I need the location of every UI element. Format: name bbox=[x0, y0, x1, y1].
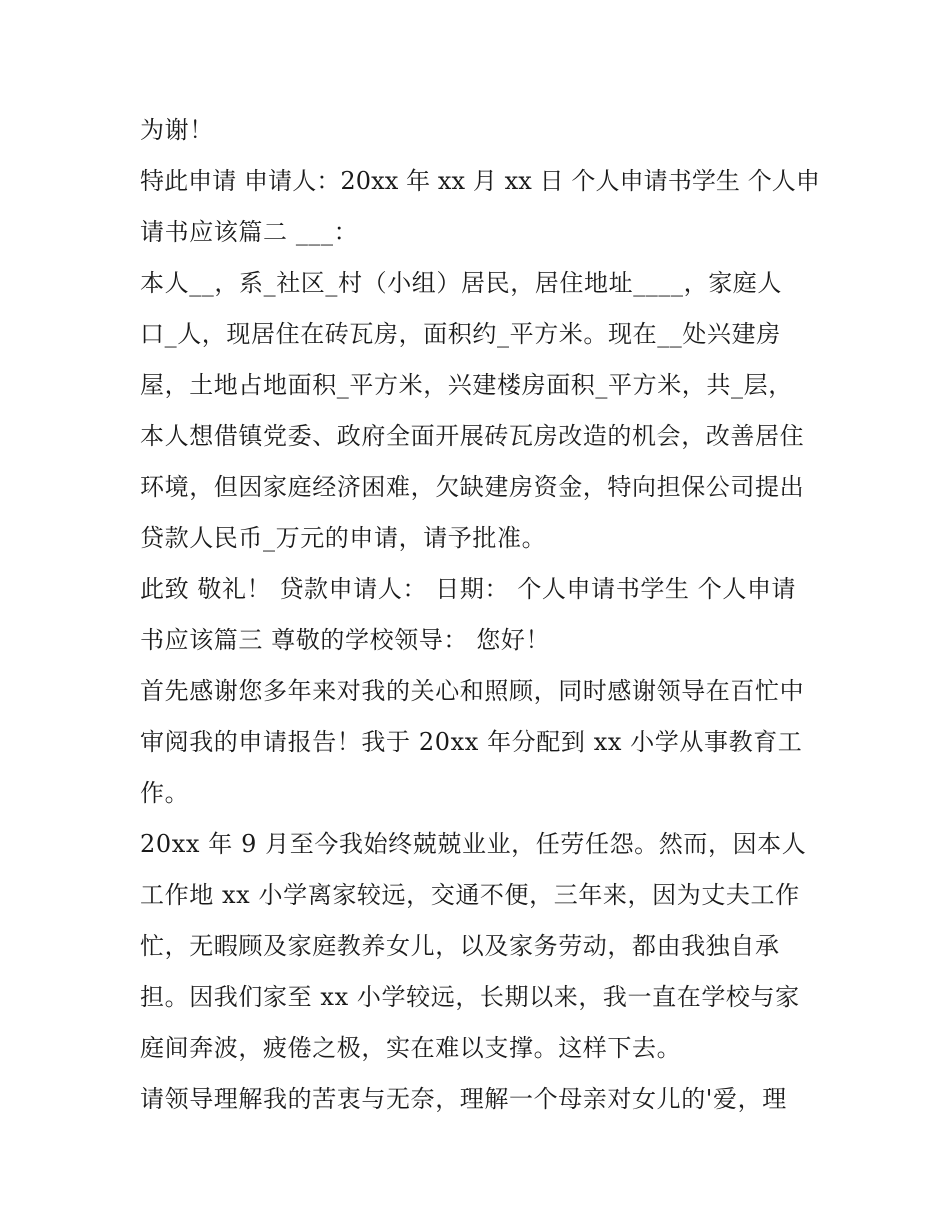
text-line: 担。因我们家至 xx 小学较远，长期以来，我一直在学校与家 bbox=[140, 983, 800, 1011]
text-line: 20xx 年 9 月至今我始终兢兢业业，任劳任怨。然而，因本人 bbox=[140, 830, 807, 858]
text-line: 审阅我的申请报告！我于 20xx 年分配到 xx 小学从事教育工 bbox=[140, 728, 803, 756]
text-line: 请领导理解我的苦衷与无奈，理解一个母亲对女儿的'爱，理 bbox=[140, 1085, 787, 1113]
text-line: 忙，无暇顾及家庭教养女儿，以及家务劳动，都由我独自承 bbox=[140, 932, 780, 960]
text-line: 此致 敬礼！ 贷款申请人： 日期： 个人申请书学生 个人申请 bbox=[140, 575, 797, 603]
text-line: 书应该篇三 尊敬的学校领导： 您好！ bbox=[140, 626, 551, 654]
text-line: 为谢！ bbox=[140, 116, 214, 144]
text-line: 工作地 xx 小学离家较远，交通不便，三年来，因为丈夫工作 bbox=[140, 881, 800, 909]
text-line: 作。 bbox=[140, 779, 190, 807]
text-line: 屋，土地占地面积_平方米，兴建楼房面积_平方米，共_层， bbox=[140, 371, 793, 399]
text-line: 请书应该篇二 ___： bbox=[140, 218, 359, 246]
text-line: 特此申请 申请人：20xx 年 xx 月 xx 日 个人申请书学生 个人申 bbox=[140, 167, 820, 195]
text-line: 贷款人民币_万元的申请，请予批准。 bbox=[140, 524, 547, 552]
text-line: 口_人，现居住在砖瓦房，面积约_平方米。现在__处兴建房 bbox=[140, 320, 781, 348]
text-line: 庭间奔波，疲倦之极，实在难以支撑。这样下去。 bbox=[140, 1034, 682, 1062]
text-line: 环境，但因家庭经济困难，欠缺建房资金，特向担保公司提出 bbox=[140, 473, 805, 501]
text-line: 本人想借镇党委、政府全面开展砖瓦房改造的机会，改善居住 bbox=[140, 422, 805, 450]
text-line: 首先感谢您多年来对我的关心和照顾，同时感谢领导在百忙中 bbox=[140, 677, 805, 705]
text-line: 本人__，系_社区_村（小组）居民，居住地址____，家庭人 bbox=[140, 269, 782, 297]
